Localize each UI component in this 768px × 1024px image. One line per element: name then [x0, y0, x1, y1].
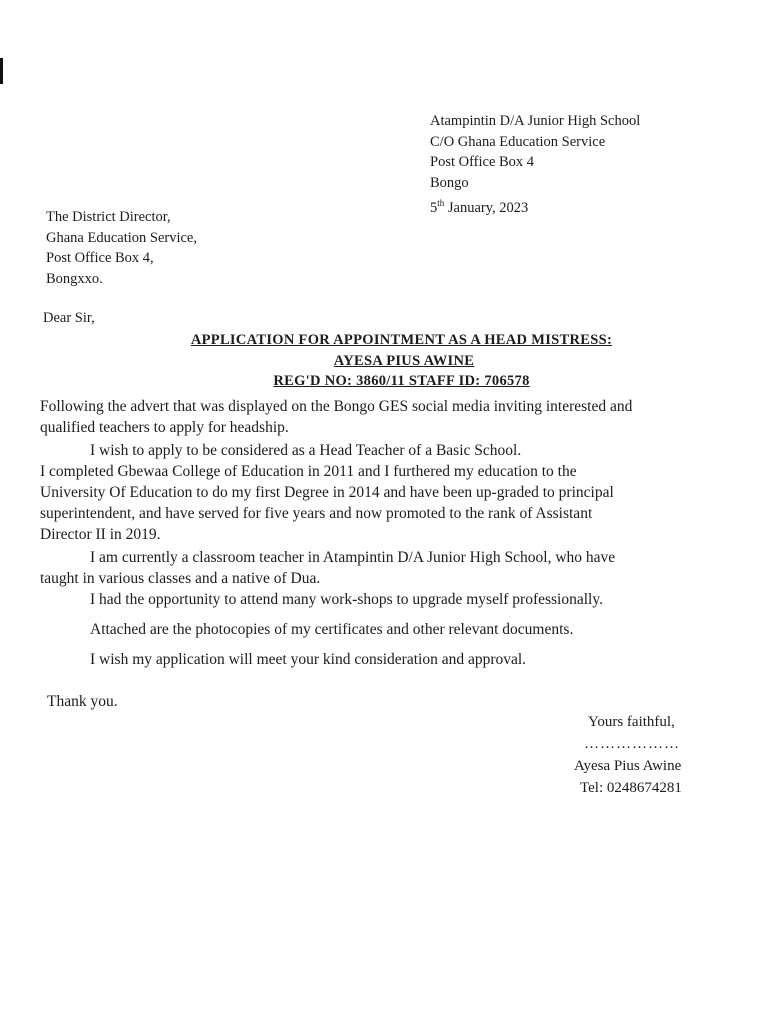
- applicant-name-heading: AYESA PIUS AWINE: [333, 352, 475, 369]
- letter-headings: [0, 330, 768, 392]
- sender-care-of: C/O Ghana Education Service: [430, 133, 606, 150]
- signoff-block: [574, 711, 682, 799]
- registration-staff-ids: REG'D NO: 3860/11 STAFF ID: 706578: [273, 373, 530, 389]
- sender-school: Atampintin D/A Junior High School: [430, 113, 641, 129]
- letter-body: [40, 396, 764, 670]
- body-paragraph-3-line-3: superintendent, and have served for five years and now promoted to the rank of Assistant: [40, 505, 593, 522]
- date-day: 5: [430, 199, 438, 216]
- body-paragraph-7: I wish my application will meet your kind consideration and approval.: [90, 651, 527, 668]
- body-paragraph-1-line-2: qualified teachers to apply for headship.: [40, 419, 289, 436]
- body-paragraph-3-line-1: I completed Gbewaa College of Education in 2011 and I furthered my education to the: [40, 463, 577, 480]
- signature-dots: ………………: [584, 736, 680, 752]
- body-paragraph-2: I wish to apply to be considered as a Head Teacher of a Basic School.: [90, 442, 522, 459]
- sender-address-block: [430, 111, 640, 218]
- body-paragraph-4-line-2: taught in various classes and a native of Dua.: [40, 570, 321, 587]
- letter-date: [430, 193, 640, 218]
- body-paragraph-6: Attached are the photocopies of my certificates and other relevant documents.: [90, 621, 574, 638]
- sender-town: Bongo: [430, 174, 469, 191]
- body-paragraph-4-line-1: I am currently a classroom teacher in Atampintin D/A Junior High School, who have: [90, 549, 616, 566]
- recipient-organization: Ghana Education Service,: [46, 229, 197, 246]
- body-paragraph-3-line-2: University Of Education to do my first Degree in 2014 and have been up-graded to principal: [40, 484, 614, 501]
- recipient-post-box: Post Office Box 4,: [46, 250, 154, 266]
- body-paragraph-1-line-1: Following the advert that was displayed on the Bongo GES social media inviting interested and: [40, 398, 633, 415]
- recipient-title: The District Director,: [46, 209, 171, 225]
- date-month-year: January, 2023: [444, 199, 529, 216]
- sender-post-box: Post Office Box 4: [430, 154, 535, 170]
- signoff-telephone: Tel: 0248674281: [580, 780, 682, 796]
- body-paragraph-3-line-4: Director II in 2019.: [40, 526, 161, 543]
- scan-edge-mark: [0, 58, 3, 84]
- recipient-town: Bongxxo.: [46, 270, 103, 287]
- recipient-address-block: [46, 207, 197, 289]
- body-paragraph-5: I had the opportunity to attend many work-shops to upgrade myself professionally.: [90, 591, 603, 608]
- signoff-yours-faithfully: Yours faithful,: [588, 714, 675, 730]
- letter-title: APPLICATION FOR APPOINTMENT AS A HEAD MISTRESS:: [190, 332, 613, 348]
- salutation: Dear Sir,: [43, 310, 95, 326]
- date-suffix: th: [437, 198, 445, 208]
- closing-thanks: Thank you.: [47, 693, 118, 710]
- signoff-name: Ayesa Pius Awine: [574, 758, 682, 774]
